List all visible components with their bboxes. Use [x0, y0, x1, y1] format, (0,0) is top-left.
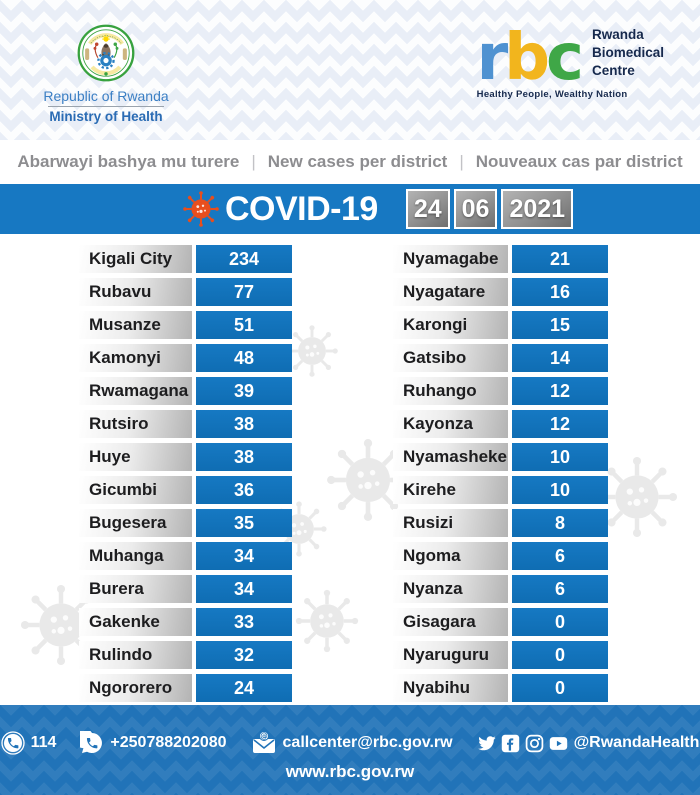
district-name: Karongi	[393, 311, 508, 339]
district-cases: 38	[196, 410, 292, 438]
footer	[0, 705, 700, 795]
district-row	[393, 641, 608, 669]
district-cases: 48	[196, 344, 292, 372]
district-name: Nyaruguru	[393, 641, 508, 669]
facebook-icon	[501, 734, 520, 753]
district-name: Ngororero	[79, 674, 192, 702]
district-row	[393, 443, 608, 471]
rbc-logo	[476, 20, 580, 95]
district-name: Gatsibo	[393, 344, 508, 372]
district-cases: 12	[512, 377, 608, 405]
rbc-letter-r: r	[476, 20, 505, 95]
district-name: Kamonyi	[79, 344, 192, 372]
district-row	[79, 245, 292, 273]
district-name: Ngoma	[393, 542, 508, 570]
district-cases: 36	[196, 476, 292, 504]
district-row	[79, 278, 292, 306]
district-cases: 10	[512, 476, 608, 504]
district-row	[79, 509, 292, 537]
district-name: Ruhango	[393, 377, 508, 405]
social-handle: @RwandaHealth	[573, 734, 700, 751]
district-name: Huye	[79, 443, 192, 471]
youtube-icon	[549, 734, 568, 753]
district-cases: 12	[512, 410, 608, 438]
social-contact	[477, 734, 700, 753]
covid-banner	[0, 184, 700, 234]
district-name: Gakenke	[79, 608, 192, 636]
district-cases: 34	[196, 575, 292, 603]
district-name: Gisagara	[393, 608, 508, 636]
district-cases: 51	[196, 311, 292, 339]
district-row	[79, 608, 292, 636]
district-row	[79, 410, 292, 438]
subtitle-kinyarwanda: Abarwayi bashya mu turere	[17, 152, 240, 171]
rbc-tagline: Healthy People, Wealthy Nation	[476, 89, 628, 100]
hotline-number: 114	[30, 734, 57, 751]
district-row	[79, 542, 292, 570]
rbc-logo-block	[476, 20, 664, 100]
district-row	[79, 443, 292, 471]
district-cases: 0	[512, 608, 608, 636]
district-cases: 0	[512, 641, 608, 669]
district-name: Burera	[79, 575, 192, 603]
district-name: Gicumbi	[79, 476, 192, 504]
district-row	[79, 674, 292, 702]
district-cases: 234	[196, 245, 292, 273]
district-name: Nyamasheke	[393, 443, 508, 471]
report-date	[406, 189, 573, 229]
district-row	[393, 476, 608, 504]
hotline-contact	[1, 731, 57, 755]
email-contact	[251, 731, 453, 755]
rbc-name-line: Rwanda	[591, 27, 644, 42]
subtitle-separator: |	[251, 152, 256, 171]
social-icons	[477, 734, 568, 753]
district-name: Bugesera	[79, 509, 192, 537]
district-name: Rwamagana	[79, 377, 192, 405]
district-cases: 6	[512, 575, 608, 603]
republic-label: Republic of Rwanda	[43, 88, 169, 104]
phone-icon	[1, 731, 25, 755]
instagram-icon	[525, 734, 544, 753]
twitter-icon	[477, 734, 496, 753]
district-row	[79, 476, 292, 504]
district-name: Kirehe	[393, 476, 508, 504]
header	[0, 0, 700, 140]
rwanda-coat-of-arms-icon	[77, 24, 135, 82]
district-row	[79, 575, 292, 603]
district-row	[393, 608, 608, 636]
district-row	[393, 674, 608, 702]
phone-number: +250788202080	[110, 734, 227, 751]
district-cases: 32	[196, 641, 292, 669]
rbc-name-line: Centre	[591, 63, 635, 78]
ministry-label: Ministry of Health	[49, 109, 163, 124]
district-table-right	[393, 245, 608, 705]
subtitle-bar	[0, 140, 700, 184]
district-row	[393, 245, 608, 273]
district-name: Rulindo	[79, 641, 192, 669]
email-address: callcenter@rbc.gov.rw	[282, 734, 453, 751]
district-name: Nyamagabe	[393, 245, 508, 273]
district-row	[393, 278, 608, 306]
rbc-name	[592, 26, 664, 80]
rbc-name-line: Biomedical	[591, 45, 664, 60]
district-cases: 16	[512, 278, 608, 306]
svg-text:@: @	[259, 731, 268, 741]
district-cases: 15	[512, 311, 608, 339]
district-name: Kigali City	[79, 245, 192, 273]
district-cases: 39	[196, 377, 292, 405]
district-name: Nyabihu	[393, 674, 508, 702]
district-cases: 34	[196, 542, 292, 570]
date-day: 24	[406, 189, 450, 229]
district-cases: 6	[512, 542, 608, 570]
rbc-letter-c: c	[546, 20, 580, 95]
district-row	[393, 509, 608, 537]
district-name: Nyanza	[393, 575, 508, 603]
district-name: Nyagatare	[393, 278, 508, 306]
district-row	[393, 410, 608, 438]
email-icon	[251, 731, 277, 755]
district-row	[393, 377, 608, 405]
divider	[48, 106, 164, 107]
district-name: Rubavu	[79, 278, 192, 306]
district-name: Rusizi	[393, 509, 508, 537]
district-row	[79, 377, 292, 405]
district-row	[393, 575, 608, 603]
phone-contact	[80, 731, 226, 755]
district-name: Musanze	[79, 311, 192, 339]
district-cases: 77	[196, 278, 292, 306]
district-cases: 35	[196, 509, 292, 537]
whatsapp-icon	[80, 731, 104, 755]
district-cases: 0	[512, 674, 608, 702]
district-row	[79, 344, 292, 372]
district-cases: 8	[512, 509, 608, 537]
district-name: Rutsiro	[79, 410, 192, 438]
banner-title: COVID-19	[225, 189, 378, 228]
date-month: 06	[454, 189, 498, 229]
district-cases: 21	[512, 245, 608, 273]
virus-icon	[181, 189, 221, 229]
government-block	[40, 24, 172, 124]
district-table-left	[79, 245, 292, 705]
district-cases: 24	[196, 674, 292, 702]
district-cases: 38	[196, 443, 292, 471]
rbc-letter-b: b	[504, 20, 547, 95]
subtitle-separator: |	[459, 152, 464, 171]
district-cases: 33	[196, 608, 292, 636]
district-name: Muhanga	[79, 542, 192, 570]
virus-watermark-icon	[292, 586, 362, 656]
date-year: 2021	[501, 189, 573, 229]
district-row	[79, 641, 292, 669]
cases-table	[0, 234, 700, 705]
contact-row	[0, 705, 700, 755]
district-row	[393, 311, 608, 339]
district-name: Kayonza	[393, 410, 508, 438]
district-row	[393, 344, 608, 372]
district-cases: 14	[512, 344, 608, 372]
subtitle-english: New cases per district	[267, 152, 448, 171]
subtitle-french: Nouveaux cas par district	[475, 152, 683, 171]
website-url: www.rbc.gov.rw	[285, 762, 415, 781]
district-cases: 10	[512, 443, 608, 471]
district-row	[79, 311, 292, 339]
district-row	[393, 542, 608, 570]
